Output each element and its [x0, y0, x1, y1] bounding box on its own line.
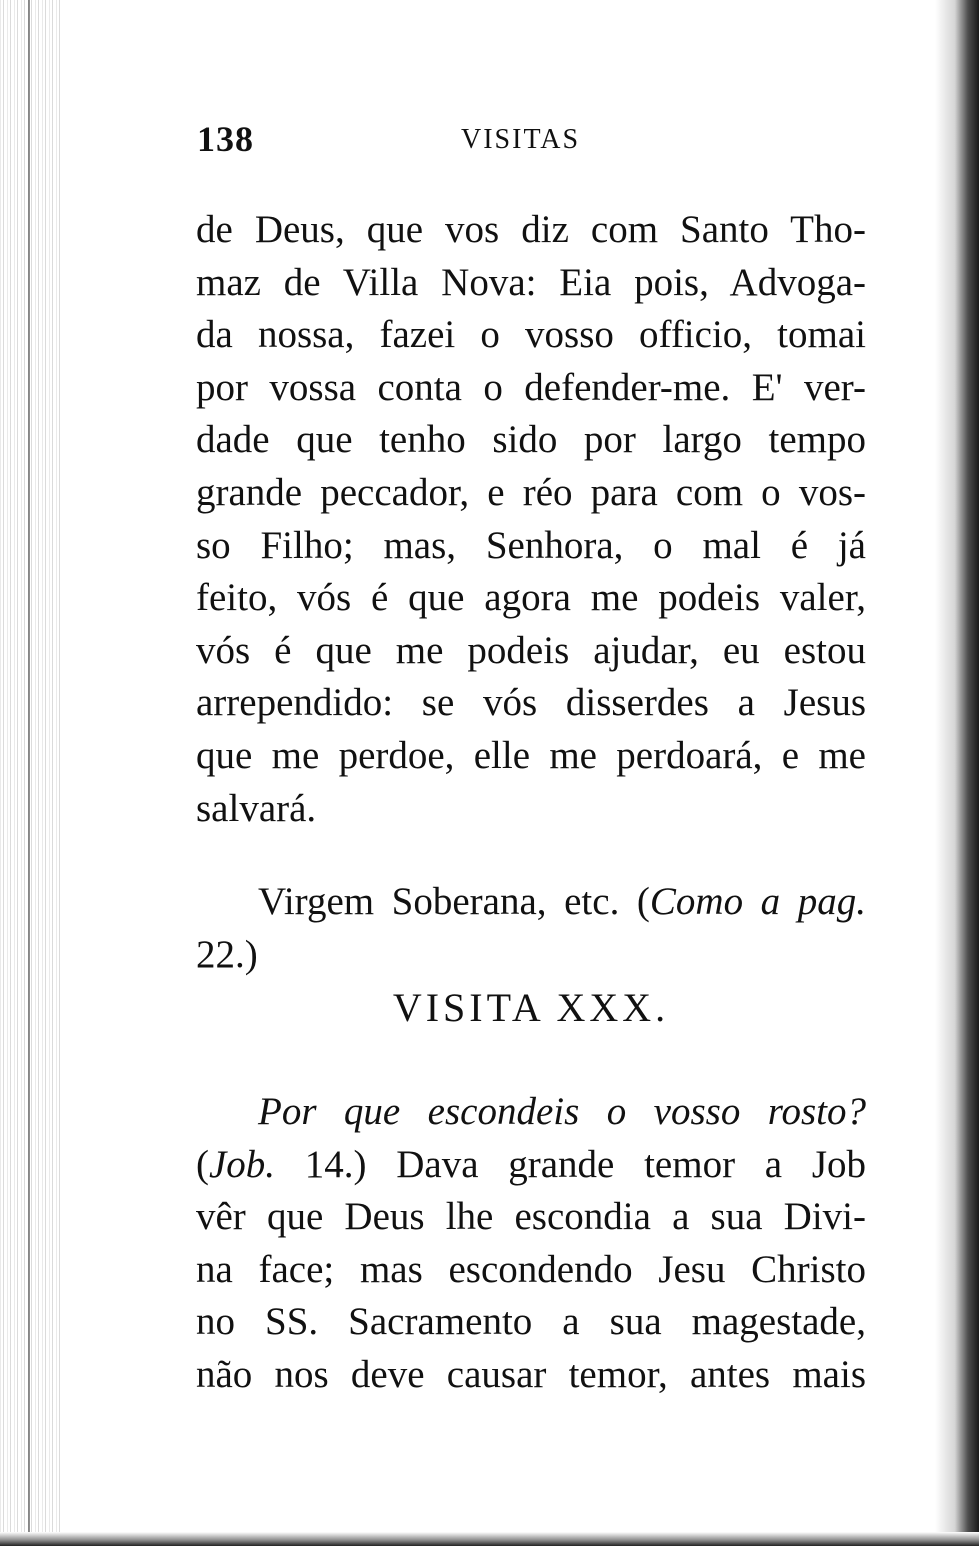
text-line: na face; mas escondendo Jesu Christo — [196, 1247, 866, 1291]
text-line: feito, vós é que agora me podeis valer, — [196, 576, 866, 620]
text-line: so Filho; mas, Senhora, o mal é já — [196, 523, 866, 567]
text-line: Por que escondeis o vosso rosto? — [258, 1090, 866, 1133]
text-line: salvará. — [196, 786, 317, 830]
paragraph-1 — [196, 204, 866, 835]
text-line: que me perdoe, elle me perdoará, e me — [196, 733, 866, 777]
text-roman: 14.) Dava grande temor a Job — [275, 1142, 866, 1186]
text-line: dade que tenho sido por largo tempo — [196, 418, 866, 462]
text-line: maz de Villa Nova: Eia pois, Advoga- — [196, 260, 866, 304]
text-roman: Virgem Soberana, etc. ( — [258, 880, 650, 923]
page-edge-shadow — [935, 0, 979, 1546]
paragraph-2 — [196, 876, 866, 981]
section-heading: VISITA XXX. — [392, 985, 670, 1030]
text-line — [196, 876, 866, 929]
text-line: de Deus, que vos diz com Santo Tho- — [196, 208, 866, 251]
running-head: VISITAS — [461, 124, 581, 155]
text-line: vós é que me podeis ajudar, eu estou — [196, 628, 866, 672]
page-bottom-shadow — [0, 1532, 979, 1546]
text-line: vêr que Deus lhe escondia a sua Divi- — [196, 1195, 866, 1239]
text-roman: ( — [196, 1142, 209, 1186]
text-line: no SS. Sacramento a sua magestade, — [196, 1300, 866, 1344]
text-line: da nossa, fazei o vosso officio, tomai — [196, 313, 866, 357]
text-line: por vossa conta o defender-me. E' ver- — [196, 365, 866, 409]
text-line: grande peccador, e réo para com o vos- — [196, 470, 866, 514]
text-line: arrependido: se vós disserdes a Jesus — [196, 681, 866, 725]
text-italic: Job. — [209, 1142, 276, 1186]
text-line: não nos deve causar temor, antes mais — [196, 1352, 866, 1396]
binding-gutter — [0, 0, 62, 1546]
page-header — [197, 118, 877, 158]
text-italic: Como a pag. — [649, 880, 866, 923]
paragraph-3 — [196, 1086, 866, 1402]
page-number: 138 — [197, 119, 254, 159]
text-line: 22.) — [196, 932, 258, 976]
text-line — [196, 1139, 866, 1192]
binding-line — [28, 0, 30, 1546]
